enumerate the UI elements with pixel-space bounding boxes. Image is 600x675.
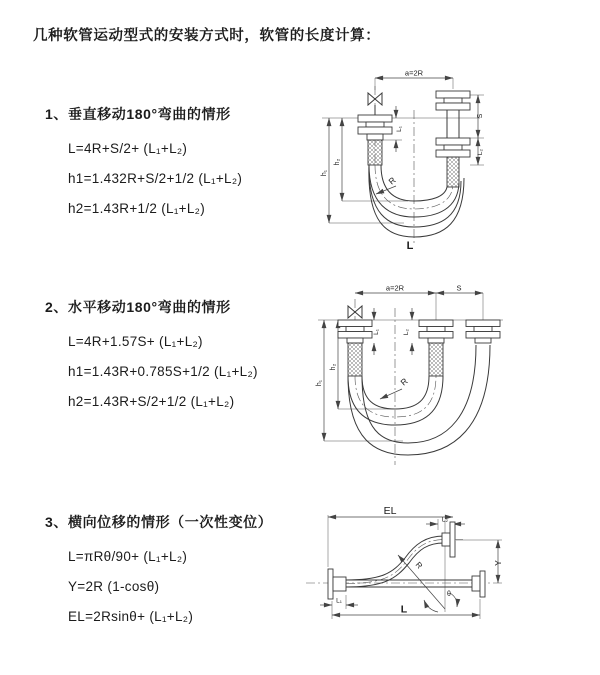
dim-label-Y: Y xyxy=(493,560,503,566)
dim-label-S: S xyxy=(477,113,484,119)
braided-hose-section xyxy=(368,140,382,165)
section-horizontal-180-bend xyxy=(45,297,258,417)
lower-right-flange xyxy=(472,571,485,597)
formula-line: h1=1.43R+0.785S+1/2 (L₁+L₂) xyxy=(68,364,258,379)
formula-line: h2=1.43R+S/2+1/2 (L₁+L₂) xyxy=(68,394,235,409)
section-vertical-180-bend xyxy=(45,104,242,224)
formula-line: Y=2R (1-cosθ) xyxy=(68,579,160,594)
section-lateral-displacement xyxy=(45,512,272,632)
displaced-leg-fitting xyxy=(466,320,500,343)
left-leg-fitting xyxy=(338,320,372,376)
braided-hose-section xyxy=(429,343,443,376)
lateral-displacement-drawing xyxy=(298,503,600,658)
braided-hose-section xyxy=(348,343,362,376)
lateral-displacement-diagram xyxy=(298,503,600,658)
braided-hose-section xyxy=(447,157,459,187)
dim-label-h2: h₂ xyxy=(334,158,341,166)
formula-line: L=πRθ/90+ (L₁+L₂) xyxy=(68,549,188,564)
dim-label-L2: L₂ xyxy=(441,516,449,524)
section-1-heading: 1、垂直移动180°弯曲的情形 xyxy=(45,106,231,122)
dim-label-L2: L₂ xyxy=(403,328,410,336)
vertical-180-bend-diagram xyxy=(312,70,590,262)
dim-label-h2: h₂ xyxy=(330,363,337,371)
radius-label-R: R xyxy=(413,560,425,571)
formula-line: L=4R+1.57S+ (L₁+L₂) xyxy=(68,334,203,349)
radius-label-R: R xyxy=(398,375,410,388)
u-bend-hose xyxy=(348,345,490,455)
formula-line: L=4R+S/2+ (L₁+L₂) xyxy=(68,141,188,156)
dim-label-L1: L₁ xyxy=(373,329,380,335)
dim-label-a2R: a=2R xyxy=(385,283,405,293)
dim-label-L2: L₂ xyxy=(477,148,484,156)
dim-label-h1: h₁ xyxy=(321,169,328,177)
length-label-L: L xyxy=(400,603,408,616)
dim-label-L1: L₁ xyxy=(396,126,403,132)
dim-label-a2R: a=2R xyxy=(404,70,424,78)
diagram-labels xyxy=(336,505,503,616)
middle-leg-fitting xyxy=(419,320,453,376)
radius-label-R: R xyxy=(386,174,398,187)
formula-line: EL=2Rsinθ+ (L₁+L₂) xyxy=(68,609,194,624)
dim-label-h1: h₁ xyxy=(316,379,323,387)
formula-line: h2=1.43R+1/2 (L₁+L₂) xyxy=(68,201,206,216)
dim-label-L1: L₁ xyxy=(336,597,342,605)
section-3-heading: 3、横向位移的情形（一次性变位） xyxy=(45,514,273,530)
displaced-s-curve-hose xyxy=(346,536,445,587)
dimension-lines xyxy=(320,515,502,619)
right-leg-fitting xyxy=(436,91,470,187)
length-label-L: L xyxy=(406,240,414,252)
vertical-180-bend-drawing xyxy=(312,70,590,262)
dim-label-EL: EL xyxy=(383,505,397,517)
horizontal-180-bend-diagram xyxy=(308,283,598,473)
page-title: 几种软管运动型式的安装方式时，软管的长度计算： xyxy=(33,28,381,44)
dim-label-S: S xyxy=(456,283,462,293)
angle-label-theta: θ xyxy=(447,591,451,598)
left-flange xyxy=(328,569,346,599)
formula-line: h1=1.432R+S/2+1/2 (L₁+L₂) xyxy=(68,171,243,186)
section-2-heading: 2、水平移动180°弯曲的情形 xyxy=(45,299,231,315)
horizontal-180-bend-drawing xyxy=(308,283,598,473)
